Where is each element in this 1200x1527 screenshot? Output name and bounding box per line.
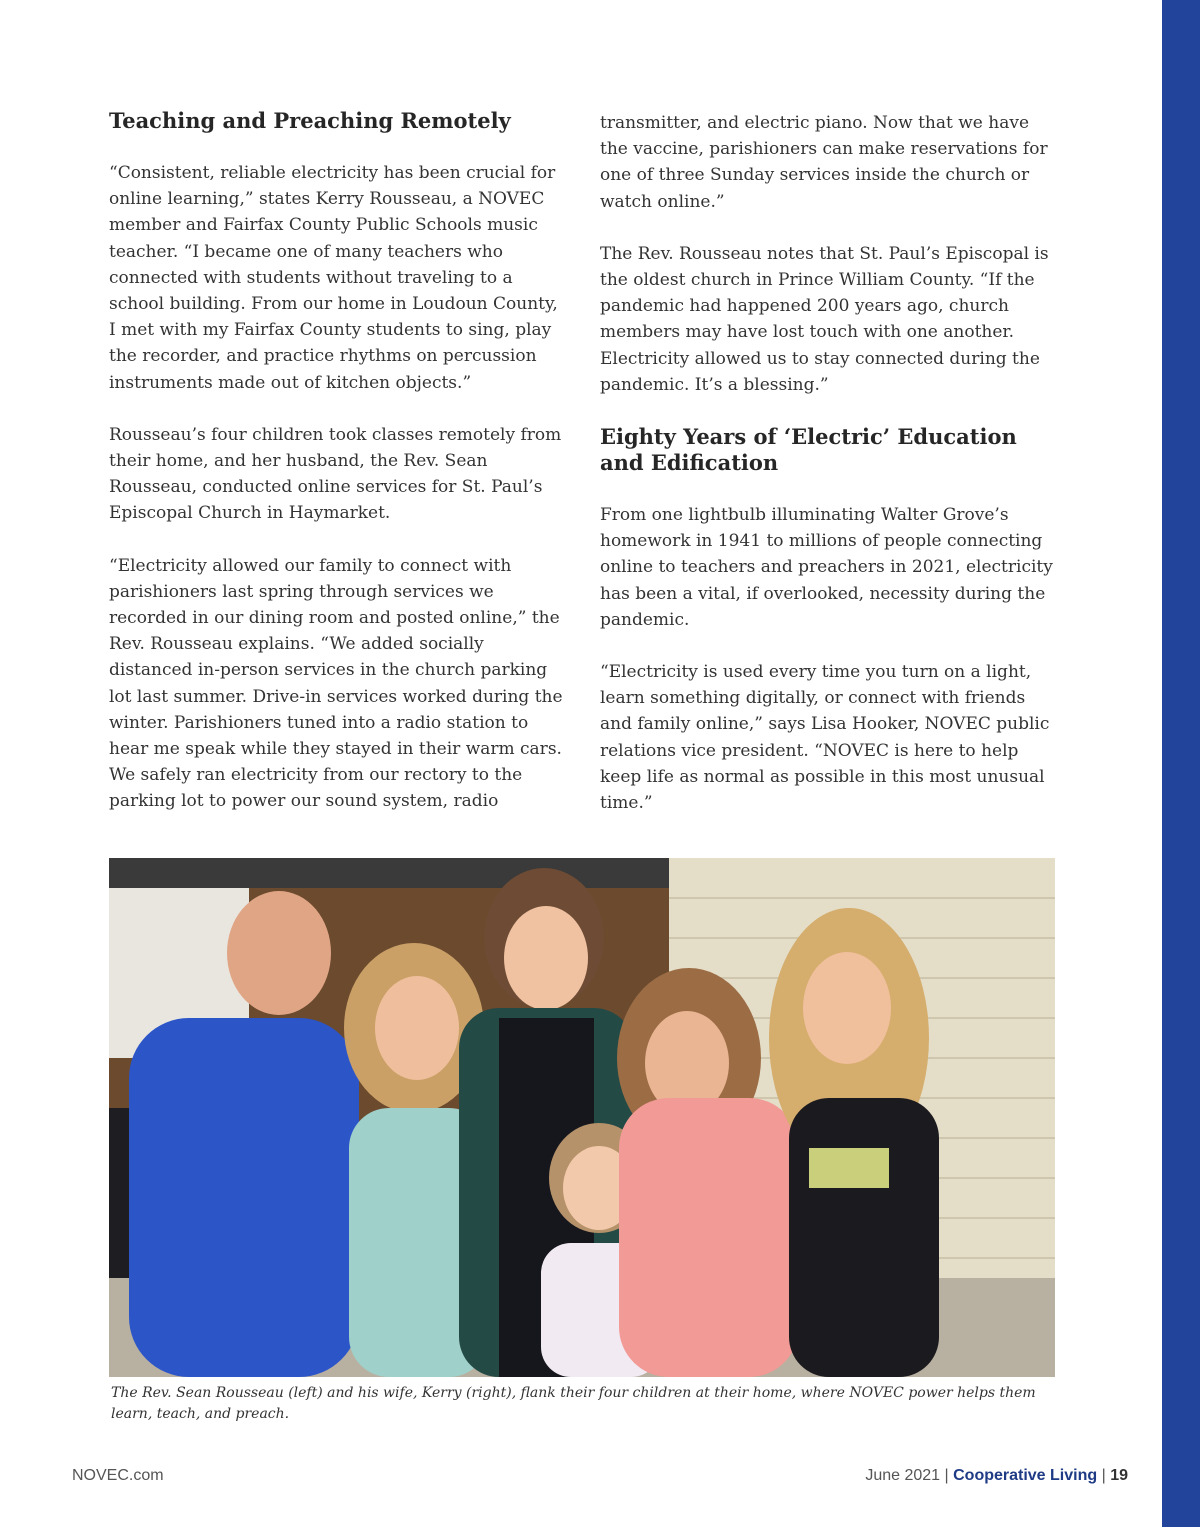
paragraph: “Consistent, reliable electricity has been crucial for online learning,” states Kerry Rousseau, a NOVEC member and Fairfax County Public Schools music teacher. “I became one of many teachers who connected with students without traveling to a school building. From our home in Loudoun County, I met with my Fairfax County students to sing, play the recorder, and practice rhythms on percussion instruments made out of kitchen objects.”: [109, 163, 558, 393]
family-photo-illustration: [109, 858, 1055, 1377]
family-photo: [109, 858, 1055, 1377]
footer-page-number: 19: [1110, 1467, 1128, 1484]
side-accent-bar: [1162, 0, 1200, 1527]
paragraph: “Electricity is used every time you turn on a light, learn something digitally, or connect with friends and family online,” says Lisa Hooker, NOVEC public relations vice president. “NOVEC is here to help keep life as normal as possible in this most unusual time.”: [600, 662, 1050, 814]
paragraph: transmitter, and electric piano. Now that we have the vaccine, parishioners can make reservations for one of three Sunday services inside the church or watch online.”: [600, 113, 1048, 212]
paragraph: The Rev. Rousseau notes that St. Paul’s Episcopal is the oldest church in Prince William County. “If the pandemic had happened 200 years ago, church members may have lost touch with one another. Electricity allowed us to stay connected during the pandemic. It’s a blessing.”: [600, 243, 1049, 395]
photo-caption: The Rev. Sean Rousseau (left) and his wife, Kerry (right), flank their four children at their home, where NOVEC power helps them learn, teach, and preach.: [111, 1385, 1036, 1422]
footer-magazine-title: Cooperative Living: [953, 1467, 1098, 1484]
footer-issue-info: [865, 1467, 1128, 1485]
section-heading-eighty-years: Eighty Years of ‘Electric’ Education and Edification: [600, 424, 1017, 476]
paragraph: From one lightbulb illuminating Walter Grove’s homework in 1941 to millions of people connecting online to teachers and preachers in 2021, electricity has been a vital, if overlooked, necessity during the pandemic.: [600, 505, 1053, 630]
footer-website: NOVEC.com: [72, 1467, 164, 1484]
footer-date: June 2021: [865, 1467, 941, 1484]
footer-separator: |: [944, 1467, 949, 1484]
footer-separator: |: [1101, 1467, 1106, 1484]
paragraph: “Electricity allowed our family to connect with parishioners last spring through services we recorded in our dining room and posted online,” the Rev. Rousseau explains. “We added socially distanced in-person services in the church parking lot last summer. Drive-in services worked during the winter. Parishioners tuned into a radio station to hear me speak while they stayed in their warm cars. We safely ran electricity from our rectory to the parking lot to power our sound system, radio: [109, 555, 563, 812]
paragraph: Rousseau’s four children took classes remotely from their home, and her husband, the Rev. Sean Rousseau, conducted online services for St. Paul’s Episcopal Church in Haymarket.: [109, 424, 562, 524]
left-column: [109, 108, 565, 841]
section-heading-teaching: Teaching and Preaching Remotely: [109, 108, 511, 133]
right-column: [600, 110, 1056, 842]
